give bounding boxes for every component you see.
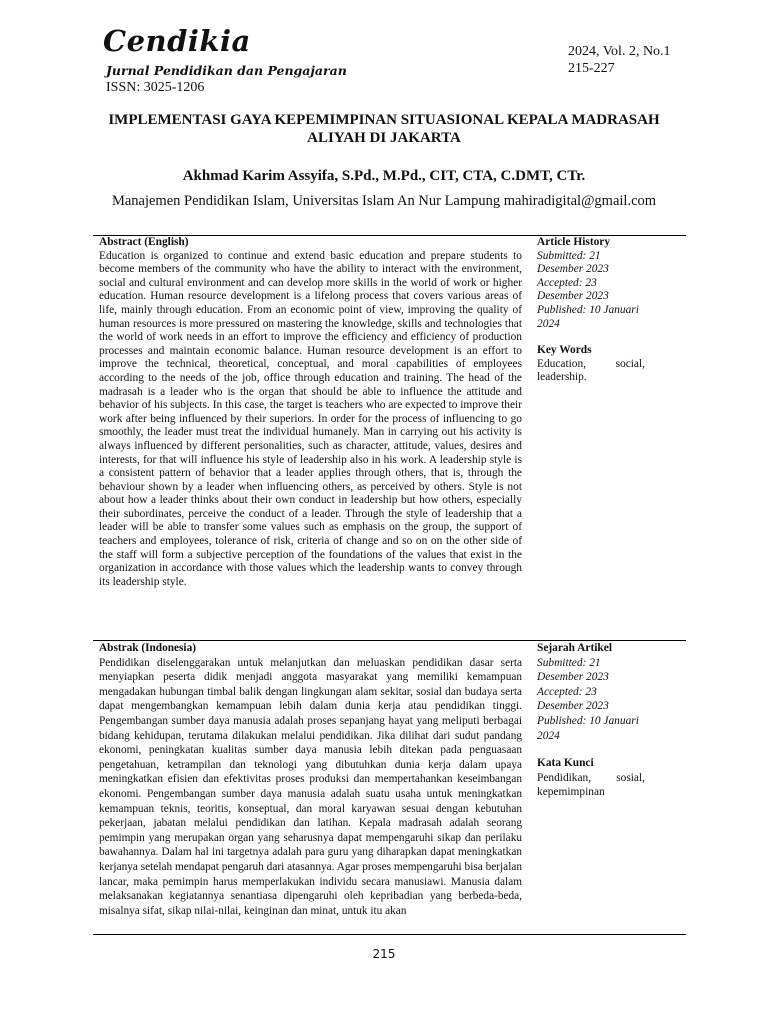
accepted-date: Accepted: 23 Desember 2023 <box>537 276 609 303</box>
abstract-indonesia <box>99 641 522 918</box>
page-number: 215 <box>372 947 396 961</box>
abstract-english-heading: Abstract (English) <box>99 236 189 248</box>
published-date-id: Published: 10 Januari 2024 <box>537 714 639 742</box>
journal-volume-block <box>568 43 671 77</box>
article-history-english <box>537 236 645 385</box>
article-affiliation: Manajemen Pendidikan Islam, Universitas Islam An Nur Lampung mahiradigital@gmail.com <box>111 193 657 209</box>
sejarah-artikel-heading: Sejarah Artikel <box>537 642 612 654</box>
kata-kunci-line2: kepemimpinan <box>537 786 605 799</box>
journal-volume: 2024, Vol. 2, No.1 <box>568 44 671 59</box>
journal-issn: ISSN: 3025-1206 <box>106 80 205 95</box>
abstract-english <box>99 236 522 589</box>
kata-kunci-line1: Pendidikan, sosial, <box>537 771 645 784</box>
accepted-date-id: Accepted: 23 Desember 2023 <box>537 685 609 713</box>
keywords-line2: leadership. <box>537 371 587 384</box>
abstract-indonesia-heading: Abstrak (Indonesia) <box>99 642 196 654</box>
submitted-date: Submitted: 21 Desember 2023 <box>537 249 609 276</box>
journal-pages: 215-227 <box>568 61 615 76</box>
submitted-date-id: Submitted: 21 Desember 2023 <box>537 656 609 684</box>
abstract-english-text: Education is organized to continue and extend basic education and prepare students to become members of the community who have the ability to interact with the environment, social and cultural environment and can develop more skills in the world of work or higher education. Human resource development is a lifelong process that covers various areas of life, mainly through education. From an economic point of view, improving the quality of human resources is more pressured on mastering the knowledge, skills and technologies that the world of work needs in an effort to improve the efficiency and efficiency of production processes and maintain economic balance. Human resource development is an effort to improve the technical, theoretical, conceptual, and moral capabilities of employees according to the needs of the job, office through education and training. The head of the madrasah is a leader who is the organ that should be able to influence the attitude and behavior of his subjects. In this case, the target is teachers who are expected to improve their work after being influenced by their superiors. In order for the process of influencing to go smoothly, the leader must treat the individual humanely. Man in carrying out his activity is always influenced by different personalities, such as character, attitude, values, desires and interests, for that will influence his style of leadership also in his work. A leadership style is a consistent pattern of behavior that a leader applies through others, that is, through the behaviour shown by a leader when influencing others, as perceived by others. Style is not about how a leader thinks about their own conduct in leadership but how others, especially their subordinates, perceive the conduct of a leader. Through the style of leadership that a leader will be able to transfer some values such as emphasis on the group, the support of teachers and employees, tolerance of risk, criteria of change and so on on the other side of the staff will form a subjective perception of the foundations of the values that exist in the organization in accordance with those values which the leadership wants to convey through its leadership style. <box>99 249 522 588</box>
abstract-bottom-rule <box>93 934 686 935</box>
abstract-indonesia-text: Pendidikan diselenggarakan untuk melanjutkan dan meluaskan pendidikan dasar serta menyiapkan peserta didik menjadi anggota masyarakat yang memiliki kemampuan mengadakan hubungan timbal balik dengan lingkungan alam sekitar, sosial dan budaya serta dapat mengembangkan kemampuan lebih dalam dunia kerja atau pendidikan tinggi. Pengembangan sumber daya manusia adalah proses sepanjang hayat yang meliputi berbagai bidang kehidupan, terutama dilakukan melalui pendidikan. Jika dilihat dari sudut pandang ekonomi, peningkatan kualitas sumber daya manusia lebih ditekan pada penguasaan pengetahuan, ketrampilan dan teknologi yang dibutuhkan dunia kerja dalam upaya meningkatkan efisien dan efektivitas proses produksi dan mempertahankan keseimbangan ekonomi. Pengembangan sumber daya manusia adalah suatu usaha untuk meningkatkan kemampuan teknis, teoritis, konseptual, dan moral karyawan sesuai dengan kebutuhan pekerjaan, jabatan melalui pendidikan dan latihan. Kepala madrasah adalah seorang pemimpin yang merupakan organ yang seharusnya dapat mempengaruhi sikap dan perilaku bawahannya. Dalam hal ini targetnya adalah para guru yang diharapkan dapat meningkatkan kerjanya setelah mendapat pengaruh dari atasannya. Agar proses mempengaruhi bisa berjalan lancar, maka pemimpin harus memperlakukan individu secara manusiawi. Manusia dalam melaksanakan kegiatannya senantiasa dipengaruhi oleh kepribadian yang berbeda-beda, misalnya sifat, sikap nilai-nilai, keinginan dan minat, untuk itu akan <box>99 656 522 917</box>
published-date: Published: 10 Januari 2024 <box>537 303 639 330</box>
article-author: Akhmad Karim Assyifa, S.Pd., M.Pd., CIT, CTA, C.DMT, CTr. <box>182 168 586 184</box>
journal-subtitle: Jurnal Pendidikan dan Pengajaran <box>106 63 347 78</box>
article-history-indonesia <box>537 641 645 800</box>
journal-logo: Cendikia <box>103 24 251 58</box>
article-history-heading: Article History <box>537 236 611 248</box>
article-title: IMPLEMENTASI GAYA KEPEMIMPINAN SITUASIONAL KEPALA MADRASAH ALIYAH DI JAKARTA <box>108 112 660 146</box>
keywords-line1: Education, social, <box>537 357 645 370</box>
keywords-heading: Key Words <box>537 344 592 357</box>
kata-kunci-heading: Kata Kunci <box>537 757 594 770</box>
